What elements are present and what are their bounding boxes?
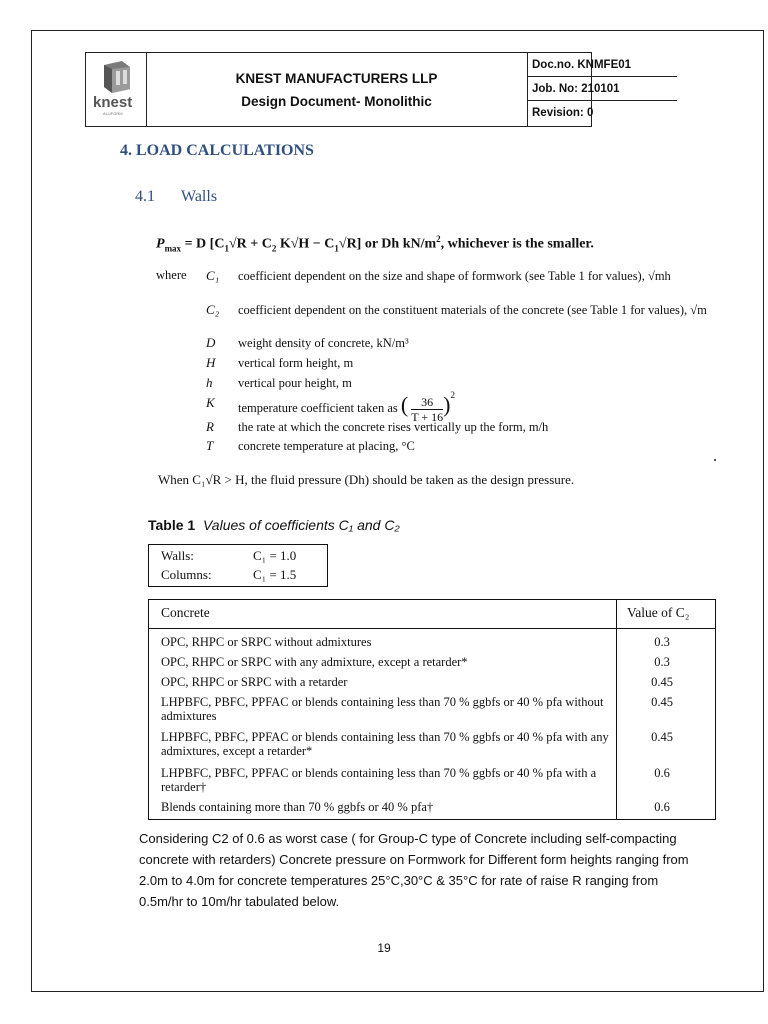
table-row-value: 0.45 — [651, 730, 673, 744]
def-symbol-c2: C₂ — [206, 302, 220, 317]
formula-p-sub: max — [164, 243, 182, 254]
def-symbol-r: R — [206, 419, 214, 434]
table-row-value: 0.3 — [654, 655, 670, 669]
def-text-c1: coefficient dependent on the size and shape of formwork (see Table 1 for values), √mh — [238, 269, 671, 283]
table-row-concrete: LHPBFC, PBFC, PPFAC or blends containing less than 70 % ggbfs or 40 % pfa with any admixtures, except a retarder* — [161, 730, 609, 758]
table-row-concrete: OPC, RHPC or SRPC with any admixture, except a retarder* — [161, 655, 468, 669]
company-logo — [86, 53, 147, 126]
def-text-h-upper: vertical form height, m — [238, 356, 354, 370]
table-row-concrete: LHPBFC, PBFC, PPFAC or blends containing less than 70 % ggbfs or 40 % pfa with a retarder† — [161, 766, 597, 794]
svg-text:ALUFORM: ALUFORM — [103, 111, 123, 116]
def-symbol-k: K — [206, 395, 215, 410]
def-text-h-lower: vertical pour height, m — [238, 376, 352, 390]
column-header-concrete: Concrete — [161, 605, 210, 620]
page-number: 19 — [377, 941, 391, 955]
c1-row-value: C₁ = 1.5 — [253, 567, 297, 582]
formula-part-1: = D [C — [181, 236, 225, 252]
table1-caption — [148, 517, 400, 533]
table-row-concrete: Blends containing more than 70 % ggbfs or 40 % pfa† — [161, 800, 434, 814]
column-header-value: Value of C₂ — [627, 605, 690, 620]
table-row-concrete: LHPBFC, PBFC, PPFAC or blends containing less than 70 % ggbfs or 40 % pfa without admixtures — [161, 695, 604, 723]
def-text-d: weight density of concrete, kN/m³ — [238, 336, 409, 350]
body-paragraph: Considering C2 of 0.6 as worst case ( for Group-C type of Concrete including self-compacting concrete with retarders) Concrete pressure on Formwork for Different form heights ranging from 2.0m to 4.0m for concrete temperatures 25°C,30°C & 35°C for rate of raise R ranging from 0.5m/hr to 10m/hr tabulated below. — [139, 831, 689, 909]
formula-part-4: √H − C — [290, 236, 335, 252]
table-row-concrete: OPC, RHPC or SRPC without admixtures — [161, 635, 372, 649]
paren-open: ( — [400, 392, 409, 417]
company-name: KNEST MANUFACTURERS LLP — [235, 71, 438, 86]
table-row-value: 0.3 — [654, 635, 670, 649]
header-divider — [149, 628, 715, 629]
formula-part-2: √R + C — [228, 236, 272, 252]
def-symbol-h-upper: H — [206, 355, 216, 370]
stray-mark — [714, 459, 716, 461]
def-symbol-c1: C₁ — [206, 268, 220, 283]
pressure-formula: $P_{max} = D$ [$C_1√R + C_2$ $K√H - C_1√R$] or Dh $kN/m^2$, whichever is the smaller. — [156, 234, 594, 254]
document-header — [85, 52, 632, 127]
def-text-k: temperature coefficient taken as — [238, 401, 398, 415]
document-title: Design Document- Monolithic — [241, 94, 432, 109]
job-number: Job. No: 210101 — [527, 77, 677, 101]
header-meta — [527, 53, 632, 126]
c2-table — [148, 599, 716, 820]
def-symbol-d: D — [206, 335, 216, 350]
def-symbol-h-lower: h — [206, 375, 213, 390]
def-text-t: concrete temperature at placing, °C — [238, 439, 415, 453]
c1-row-label: Columns: — [161, 567, 212, 582]
column-divider — [616, 600, 617, 819]
logo-graphic — [86, 53, 146, 126]
def-symbol-t: T — [206, 438, 214, 453]
table-row-value: 0.6 — [654, 766, 670, 780]
doc-number: Doc.no. KNMFE01 — [527, 53, 677, 77]
table-row-value: 0.6 — [654, 800, 670, 814]
fluid-pressure-note: When C₁√R > H, the fluid pressure (Dh) should be taken as the design pressure. — [158, 472, 575, 487]
def-text-c2: coefficient dependent on the constituent materials of the concrete (see Table 1 for values), √m — [238, 303, 707, 317]
def-text-r: the rate at which the concrete rises vertically up the form, m/h — [238, 420, 549, 434]
table1-label: Table 1 — [148, 517, 196, 533]
formula-part-6: , whichever is the smaller. — [440, 236, 594, 252]
c1-row-value: C₁ = 1.0 — [253, 548, 297, 563]
formula-p: P — [156, 236, 165, 252]
k-denominator: T + 16 — [411, 409, 444, 424]
paren-close: ) — [443, 392, 451, 417]
table1-caption-text: Values of coefficients C₁ and C₂ — [202, 517, 400, 533]
section-heading: 4. LOAD CALCULATIONS — [120, 142, 314, 159]
table-row-value: 0.45 — [651, 695, 673, 709]
k-exponent: 2 — [450, 390, 455, 400]
svg-text:knest: knest — [93, 94, 133, 111]
def-row-k — [238, 388, 708, 424]
table-row-value: 0.45 — [651, 675, 673, 689]
formula-part-3: K — [276, 236, 291, 252]
subsection-title: Walls — [181, 188, 218, 205]
c1-table — [148, 544, 328, 587]
where-label: where — [156, 268, 187, 282]
subsection-number: 4.1 — [135, 188, 155, 205]
formula-part-5: √R] or Dh kN/m — [338, 236, 437, 252]
k-numerator: 36 — [411, 395, 443, 410]
header-title-block — [146, 53, 528, 126]
table-row-concrete: OPC, RHPC or SRPC with a retarder — [161, 675, 348, 689]
revision: Revision: 0 — [532, 107, 594, 119]
c1-row-label: Walls: — [161, 548, 194, 563]
